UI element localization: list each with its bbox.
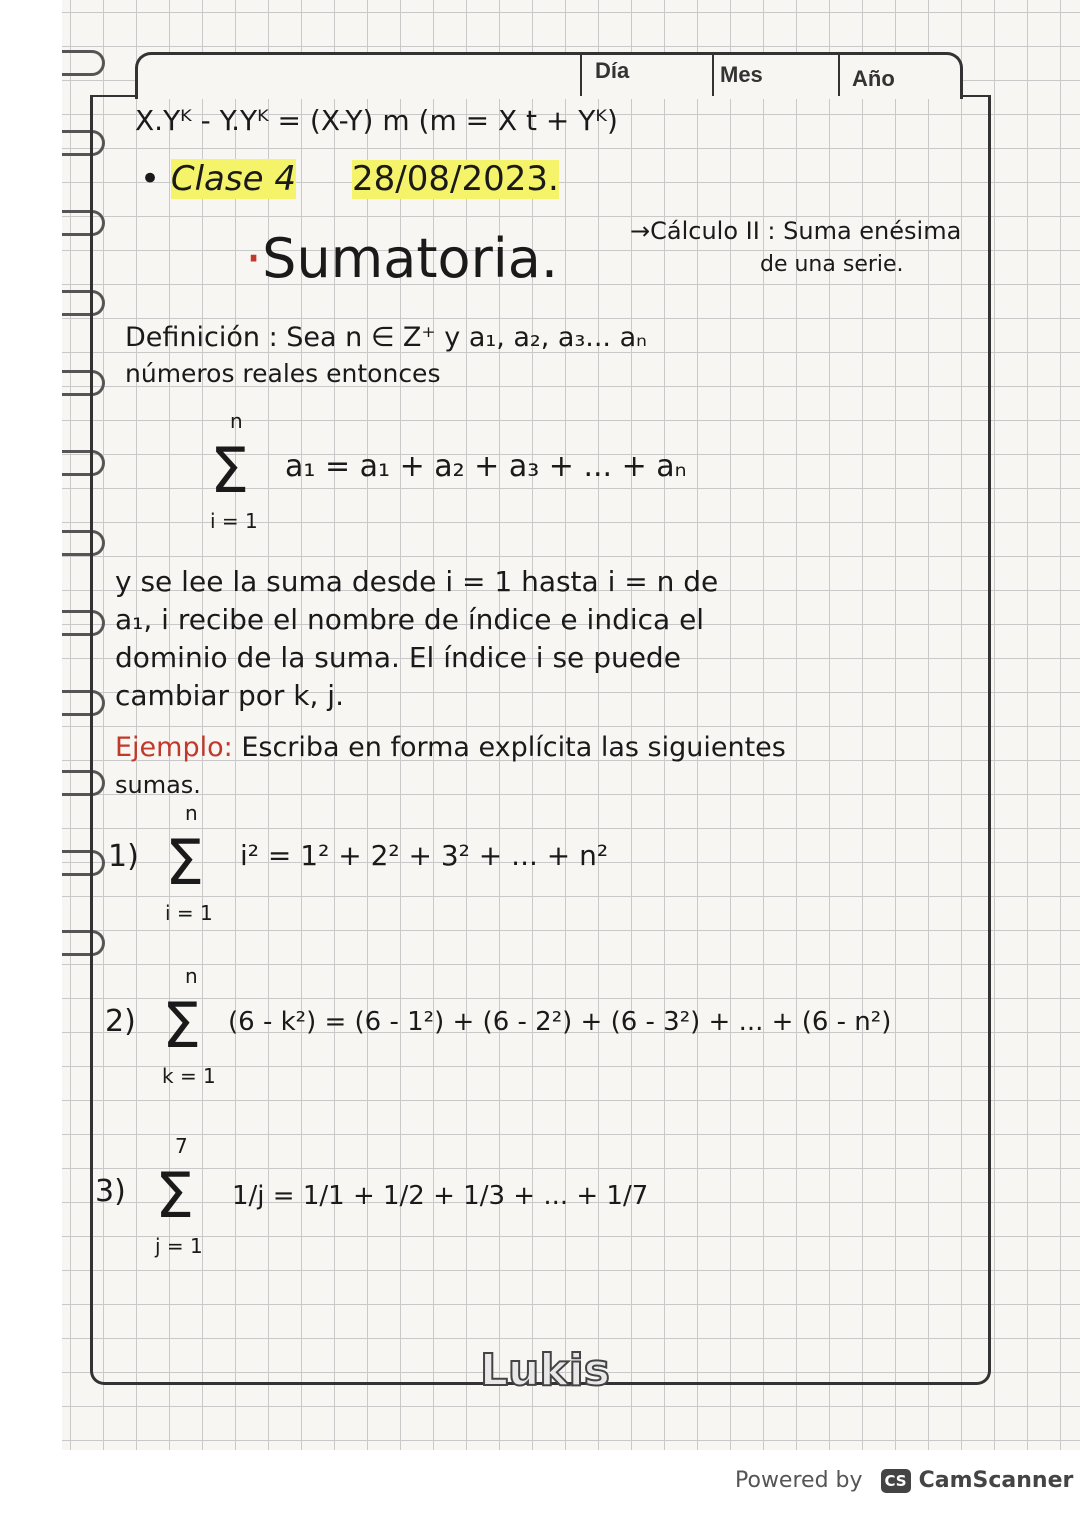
- example-label: Ejemplo:: [115, 732, 233, 763]
- definition: Definición : Sea n ∈ Z⁺ y a₁, a₂, a₃... aₙ: [125, 322, 647, 353]
- formula-top: X.Yᴷ - Y.Yᴷ = (X-Y) m (m = X t + Yᴷ): [135, 104, 618, 137]
- sum-upper-limit: n: [185, 964, 198, 988]
- sum-lower-limit: i = 1: [165, 901, 213, 925]
- sum-upper-limit: n: [185, 801, 198, 825]
- class-label: • Clase 4: [140, 159, 296, 199]
- class-number: Clase 4: [170, 159, 296, 199]
- side-note-2: de una serie.: [760, 252, 904, 277]
- camscanner-brand: [881, 1468, 1074, 1493]
- sum-lower-limit: j = 1: [155, 1234, 203, 1258]
- spiral-ring: [62, 50, 105, 76]
- sum-lower-limit: k = 1: [162, 1064, 216, 1088]
- camscanner-name: CamScanner: [918, 1468, 1074, 1493]
- divider: [712, 52, 714, 96]
- explanation-line: y se lee la suma desde i = 1 hasta i = n de: [115, 565, 719, 598]
- sum-upper-limit: 7: [175, 1134, 188, 1158]
- day-label: Día: [595, 58, 630, 83]
- powered-by-text: Powered by: [735, 1468, 863, 1493]
- example-number: 2): [105, 1004, 136, 1039]
- side-note: →Cálculo II : Suma enésima: [630, 217, 962, 245]
- notebook-logo: Lukis: [480, 1345, 610, 1396]
- scanner-watermark: [735, 1468, 1073, 1493]
- explanation-line: dominio de la suma. El índice i se puede: [115, 641, 681, 674]
- sigma-symbol: Σ: [165, 826, 205, 899]
- sigma-symbol: Σ: [210, 434, 250, 507]
- year-label: Año: [852, 66, 895, 91]
- sigma-symbol: Σ: [155, 1159, 195, 1232]
- sum-upper-limit: n: [230, 409, 243, 433]
- explanation-line: a₁, i recibe el nombre de índice e indica el: [115, 603, 705, 636]
- example-number: 3): [95, 1174, 126, 1209]
- sigma-symbol: Σ: [162, 989, 202, 1062]
- example-expression: i² = 1² + 2² + 3² + ... + n²: [240, 839, 609, 872]
- example-heading: Ejemplo: Escriba en forma explícita las siguientes: [115, 732, 786, 763]
- sum-lower-limit: i = 1: [210, 509, 258, 533]
- divider: [838, 52, 840, 96]
- example-expression: (6 - k²) = (6 - 1²) + (6 - 2²) + (6 - 3²) + ... + (6 - n²): [228, 1007, 892, 1037]
- example-heading-2: sumas.: [115, 771, 201, 799]
- page-title: ·Sumatoria.: [245, 227, 559, 290]
- month-label: Mes: [720, 62, 763, 87]
- example-number: 1): [108, 839, 139, 874]
- sum-expression: a₁ = a₁ + a₂ + a₃ + ... + aₙ: [285, 449, 687, 484]
- camscanner-icon: CS: [881, 1469, 911, 1493]
- divider: [580, 52, 582, 96]
- example-expression: 1/j = 1/1 + 1/2 + 1/3 + ... + 1/7: [232, 1181, 649, 1211]
- explanation-line: cambiar por k, j.: [115, 679, 344, 712]
- definition-2: números reales entonces: [125, 359, 441, 388]
- class-date: 28/08/2023.: [352, 159, 559, 199]
